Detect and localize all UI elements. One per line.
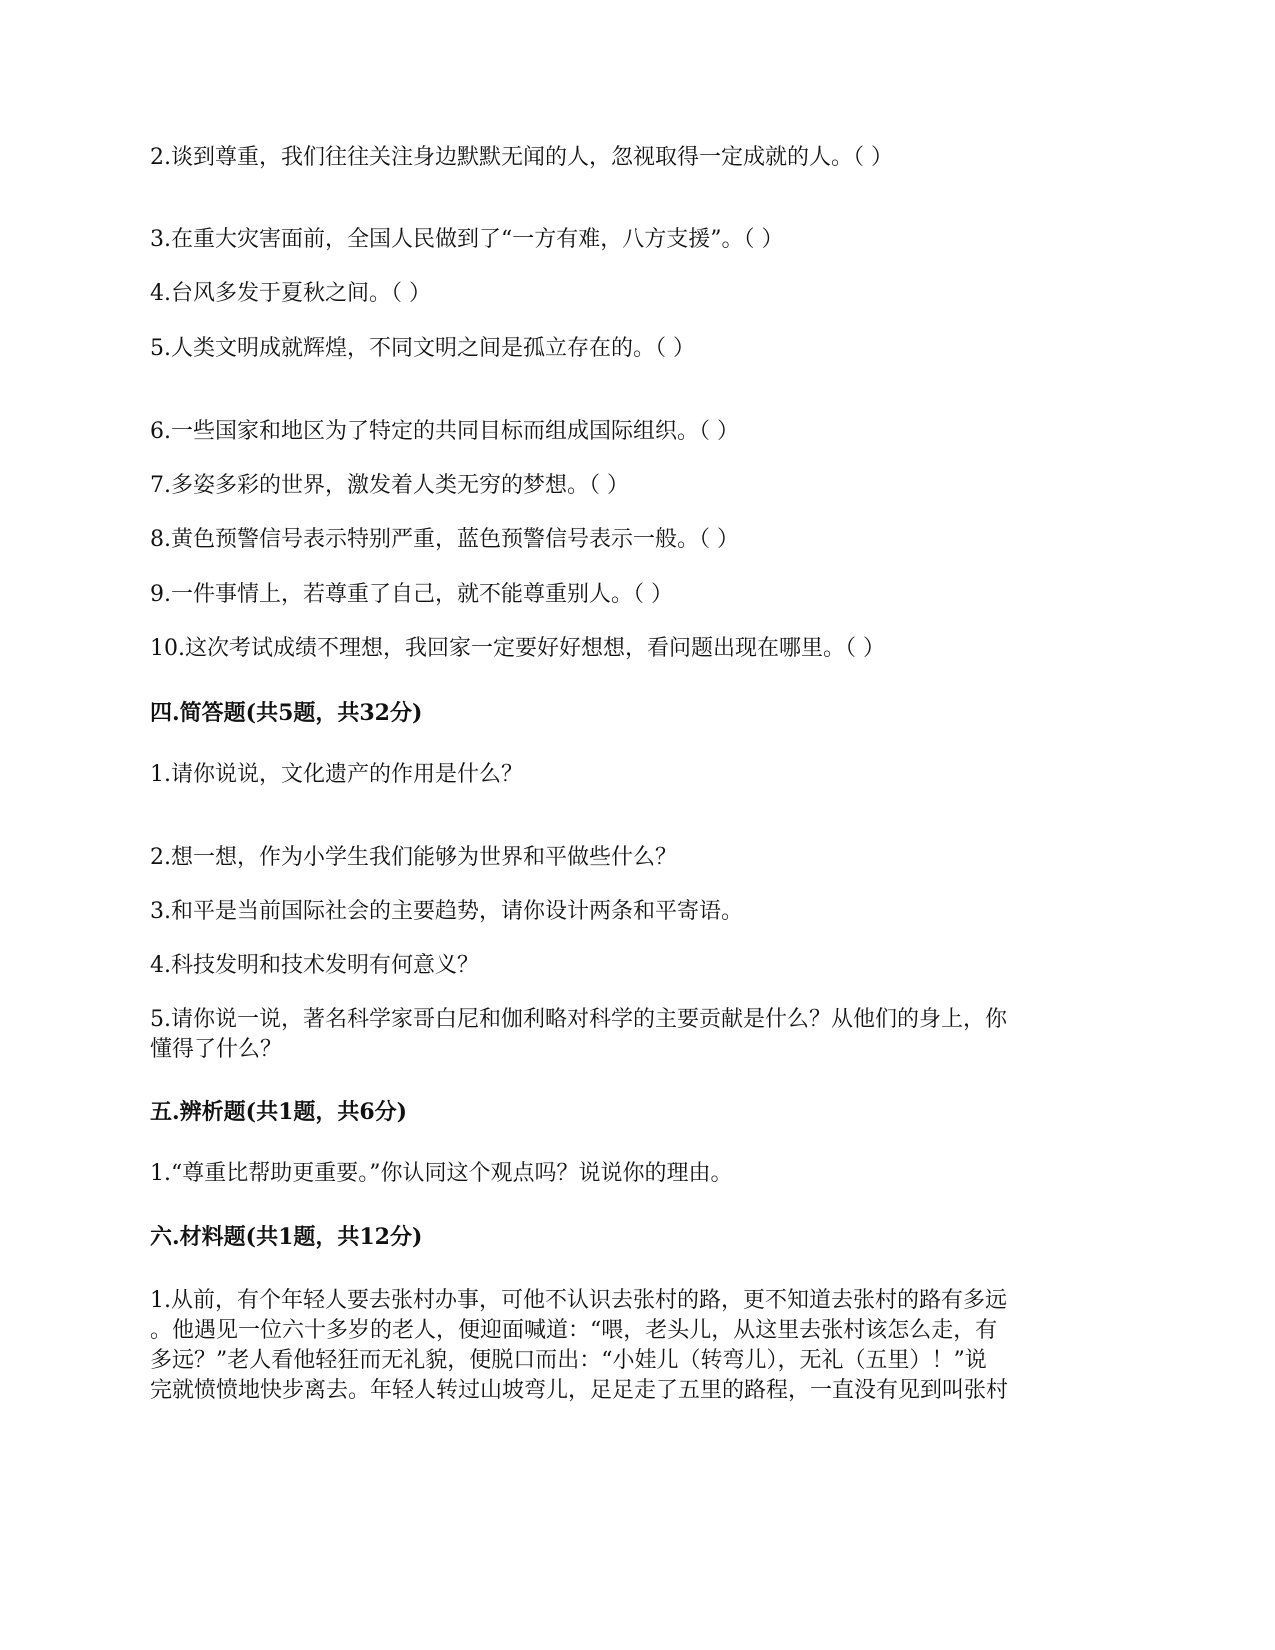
judgment-item-4: 4.台风多发于夏秋之间。（ ） — [150, 281, 431, 306]
material-line-4: 完就愤愤地快步离去。年轻人转过山坡弯儿，足足走了五里的路程，一直没有见到叫张村 — [150, 1378, 1009, 1403]
judgment-item-10: 10.这次考试成绩不理想，我回家一定要好好想想，看问题出现在哪里。（ ） — [150, 636, 885, 661]
section-heading-material: 六.材料题(共1题，共12分) — [150, 1224, 423, 1250]
short-answer-item-2: 2.想一想，作为小学生我们能够为世界和平做些什么？ — [150, 845, 677, 870]
material-line-3: 多远？”老人看他轻狂而无礼貌，便脱口而出：“小娃儿（转弯儿），无礼（五里）！”说 — [150, 1348, 987, 1373]
short-answer-item-4: 4.科技发明和技术发明有何意义？ — [150, 953, 479, 978]
judgment-item-9: 9.一件事情上，若尊重了自己，就不能尊重别人。（ ） — [150, 582, 673, 607]
judgment-item-3: 3.在重大灾害面前，全国人民做到了“一方有难，八方支援”。（ ） — [150, 227, 784, 252]
short-answer-item-5-line-2: 懂得了什么？ — [150, 1037, 283, 1062]
short-answer-item-3: 3.和平是当前国际社会的主要趋势，请你设计两条和平寄语。 — [150, 899, 743, 924]
short-answer-item-5-line-1: 5.请你说一说，著名科学家哥白尼和伽利略对科学的主要贡献是什么？从他们的身上，你 — [150, 1007, 1007, 1032]
short-answer-item-1: 1.请你说说，文化遗产的作用是什么？ — [150, 762, 523, 787]
judgment-item-5: 5.人类文明成就辉煌，不同文明之间是孤立存在的。（ ） — [150, 336, 695, 361]
section-heading-analysis: 五.辨析题(共1题，共6分) — [150, 1099, 408, 1125]
judgment-item-7: 7.多姿多彩的世界，激发着人类无穷的梦想。（ ） — [150, 473, 629, 498]
short-answer-item-5 — [150, 1005, 1130, 1065]
material-line-1: 1.从前，有个年轻人要去张村办事，可他不认识去张村的路，更不知道去张村的路有多远 — [150, 1288, 1007, 1313]
material-line-2: 。他遇见一位六十多岁的老人，便迎面喊道：“喂，老头儿，从这里去张村该怎么走，有 — [150, 1318, 998, 1343]
section-heading-short-answer: 四.简答题(共5题，共32分) — [150, 700, 423, 726]
judgment-item-8: 8.黄色预警信号表示特别严重，蓝色预警信号表示一般。（ ） — [150, 527, 739, 552]
material-item-1 — [150, 1286, 1130, 1406]
analysis-item-1: 1.“尊重比帮助更重要。”你认同这个观点吗？说说你的理由。 — [150, 1161, 733, 1186]
judgment-item-6: 6.一些国家和地区为了特定的共同目标而组成国际组织。（ ） — [150, 419, 739, 444]
judgment-item-2: 2.谈到尊重，我们往往关注身边默默无闻的人，忽视取得一定成就的人。（ ） — [150, 145, 893, 170]
